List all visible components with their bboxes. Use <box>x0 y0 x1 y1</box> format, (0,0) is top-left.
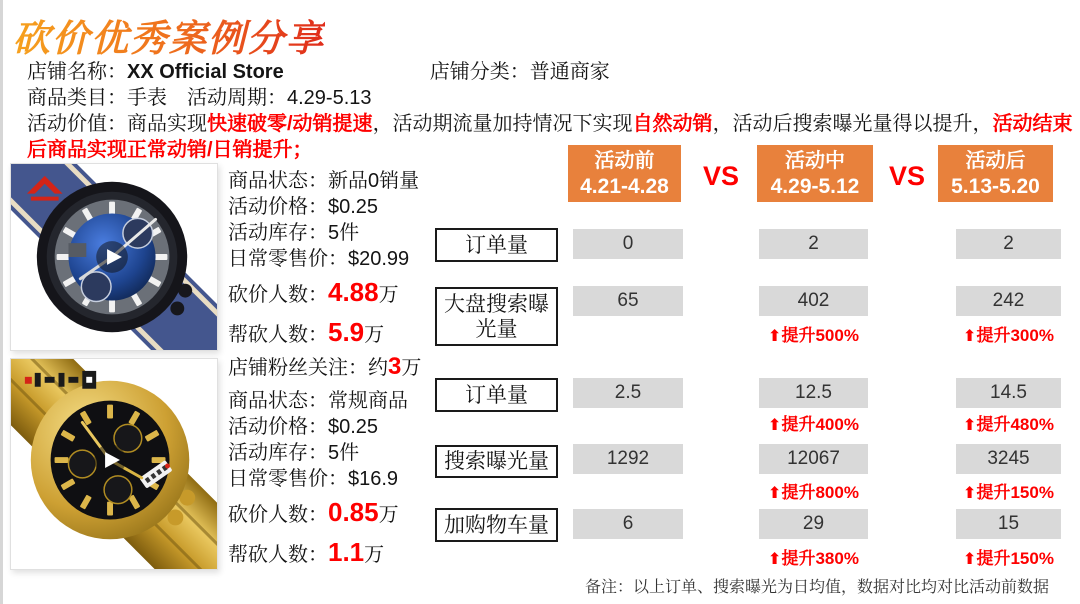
vs-text: VS <box>889 161 926 191</box>
data-cell: 0 <box>573 229 683 259</box>
footnote: 备注：以上订单、搜索曝光为日均值，数据对比均对比活动前数据 <box>585 579 1050 596</box>
column-header-before <box>568 145 681 202</box>
up-arrow-icon: ⬆ <box>963 551 977 568</box>
up-arrow-icon: ⬆ <box>768 485 782 502</box>
item-category-value: 手表 <box>127 87 167 109</box>
column-label: 活动后 <box>965 149 1026 172</box>
uplift-badge <box>759 478 868 503</box>
play-button[interactable] <box>94 444 126 476</box>
stat-number: 5.9 <box>328 317 365 347</box>
stat-label: 砍价人数： <box>228 504 328 526</box>
stat-number: 1.1 <box>328 537 365 567</box>
detail-line <box>228 220 438 246</box>
uplift-badge <box>956 478 1061 503</box>
detail-value: 5件 <box>328 442 360 464</box>
detail-value: $0.25 <box>328 416 379 438</box>
data-cell: 65 <box>573 286 683 316</box>
detail-label: 日常零售价： <box>228 468 348 490</box>
data-cell: 12.5 <box>759 378 868 408</box>
item-category-label: 商品类目： <box>27 87 127 109</box>
detail-label: 活动库存： <box>228 222 328 244</box>
column-label: 活动前 <box>594 149 655 172</box>
data-cell: 402 <box>759 286 868 316</box>
value-seg1: 商品实现 <box>127 113 207 135</box>
metric-box-add-to-cart: 加购物车量 <box>435 508 558 542</box>
period-value: 4.29-5.13 <box>287 87 372 109</box>
stat-unit: 万 <box>378 504 399 526</box>
stat-unit: 万 <box>378 284 399 306</box>
stat-number: 4.88 <box>328 277 379 307</box>
uplift-text: 提升380% <box>781 549 859 568</box>
uplift-text: 提升400% <box>781 415 859 434</box>
uplift-text: 提升500% <box>781 326 859 345</box>
metric-box-market-search-exposure: 大盘搜索曝光量 <box>435 287 558 346</box>
gold-watch-illustration <box>11 359 217 569</box>
detail-line <box>228 414 438 440</box>
helper-count-line <box>228 316 438 352</box>
detail-value: $0.25 <box>328 196 379 218</box>
category-period-line <box>27 85 1073 111</box>
up-arrow-icon: ⬆ <box>963 328 977 345</box>
data-cell: 2.5 <box>573 378 683 408</box>
stat-number: 3 <box>388 353 402 380</box>
data-cell: 2 <box>956 229 1061 259</box>
uplift-badge <box>956 321 1061 346</box>
stat-label: 砍价人数： <box>228 284 328 306</box>
value-seg3: ，活动后搜索曝光量得以提升， <box>712 113 993 135</box>
metric-box-search-exposure: 搜索曝光量 <box>435 445 558 478</box>
uplift-badge <box>759 410 868 435</box>
activity-value-statement <box>27 111 1073 163</box>
stat-unit: 万 <box>364 544 385 566</box>
uplift-text: 提升300% <box>976 326 1054 345</box>
metric-box-orders-p1: 订单量 <box>435 228 558 262</box>
stat-unit: 万 <box>401 357 422 379</box>
blue-watch-illustration <box>11 164 217 350</box>
stat-label: 店铺粉丝关注： <box>228 357 368 379</box>
store-category-label: 店铺分类： <box>429 61 530 83</box>
stat-prefix: 约 <box>368 357 388 379</box>
store-name-label: 店铺名称： <box>27 61 127 83</box>
data-cell: 14.5 <box>956 378 1061 408</box>
uplift-text: 提升800% <box>781 483 859 502</box>
column-header-after <box>938 145 1053 202</box>
store-info <box>27 59 1073 163</box>
detail-line <box>228 168 438 194</box>
uplift-badge <box>759 544 868 569</box>
page-title: 砍价优秀案例分享 <box>13 8 325 62</box>
detail-line <box>228 440 438 466</box>
stat-number: 0.85 <box>328 497 379 527</box>
store-name-line <box>27 59 1073 85</box>
uplift-text: 提升150% <box>976 483 1054 502</box>
product2-image <box>10 358 218 570</box>
data-cell: 242 <box>956 286 1061 316</box>
product1-details <box>228 168 438 381</box>
left-edge-strip <box>0 0 3 604</box>
detail-value: $16.9 <box>348 468 399 490</box>
data-cell: 6 <box>573 509 683 539</box>
detail-line <box>228 246 438 272</box>
helper-count-line <box>228 536 438 572</box>
detail-line <box>228 466 438 492</box>
column-range: 4.29-5.12 <box>770 174 860 198</box>
data-cell: 2 <box>759 229 868 259</box>
detail-label: 活动价格： <box>228 196 328 218</box>
vs-text: VS <box>703 161 740 191</box>
stat-label: 帮砍人数： <box>228 324 328 346</box>
detail-value: 5件 <box>328 222 360 244</box>
data-cell: 15 <box>956 509 1061 539</box>
uplift-badge <box>759 321 868 346</box>
data-cell: 1292 <box>573 444 683 474</box>
uplift-text: 提升480% <box>976 415 1054 434</box>
stat-label: 帮砍人数： <box>228 544 328 566</box>
store-category-value: 普通商家 <box>529 61 610 83</box>
value-highlight1: 快速破零/动销提速 <box>207 113 373 135</box>
uplift-text: 提升150% <box>976 549 1054 568</box>
value-highlight2: 自然动销 <box>632 113 713 135</box>
detail-label: 商品状态： <box>228 390 328 412</box>
up-arrow-icon: ⬆ <box>963 417 977 434</box>
detail-line <box>228 194 438 220</box>
up-arrow-icon: ⬆ <box>768 328 782 345</box>
data-cell: 29 <box>759 509 868 539</box>
data-cell: 12067 <box>759 444 868 474</box>
fans-count-line <box>228 354 438 381</box>
product1-image <box>10 163 218 351</box>
data-cell: 3245 <box>956 444 1061 474</box>
metric-box-orders-p2: 订单量 <box>435 378 558 412</box>
uplift-badge <box>956 544 1061 569</box>
period-label: 活动周期： <box>187 87 287 109</box>
play-button[interactable] <box>96 241 128 273</box>
bargain-count-line <box>228 276 438 312</box>
detail-label: 活动价格： <box>228 416 328 438</box>
detail-label: 日常零售价： <box>228 248 348 270</box>
detail-value: 常规商品 <box>328 390 408 412</box>
up-arrow-icon: ⬆ <box>768 551 782 568</box>
up-arrow-icon: ⬆ <box>768 417 782 434</box>
detail-value: 新品0销量 <box>328 170 420 192</box>
store-name-value: XX Official Store <box>127 61 284 83</box>
column-range: 4.21-4.28 <box>580 174 669 198</box>
value-highlight3: 活动结束后商品实现正常动销/日销提升； <box>27 113 1073 161</box>
brand-logo-pixel <box>25 371 96 389</box>
column-label: 活动中 <box>785 149 845 172</box>
stat-unit: 万 <box>364 324 385 346</box>
detail-line <box>228 388 438 414</box>
bargain-count-line <box>228 496 438 532</box>
value-seg2: ，活动期流量加持情况下实现 <box>372 113 633 135</box>
product2-details <box>228 388 438 572</box>
column-header-during <box>757 145 873 202</box>
detail-label: 商品状态： <box>228 170 328 192</box>
value-label: 活动价值： <box>27 113 127 135</box>
uplift-badge <box>956 410 1061 435</box>
up-arrow-icon: ⬆ <box>963 485 977 502</box>
column-range: 5.13-5.20 <box>951 174 1040 198</box>
detail-value: $20.99 <box>348 248 410 270</box>
detail-label: 活动库存： <box>228 442 328 464</box>
